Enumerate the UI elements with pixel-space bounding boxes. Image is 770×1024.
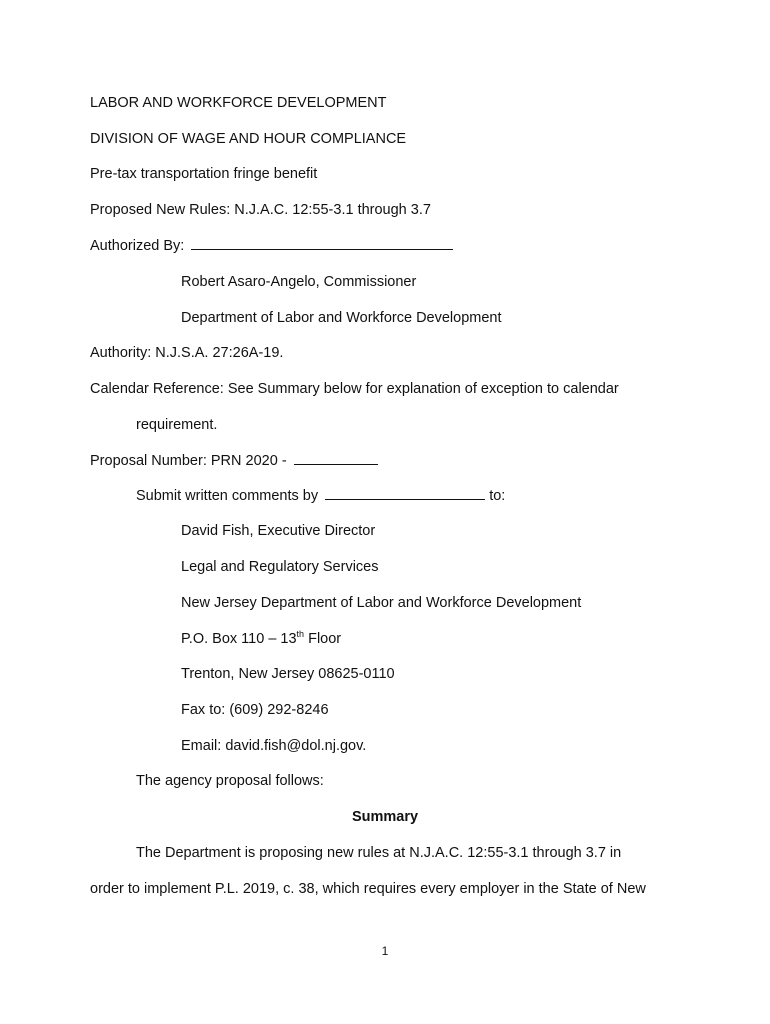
contact-name: David Fish, Executive Director [181, 523, 376, 539]
authorized-by-line [90, 237, 453, 255]
page-number: 1 [381, 944, 389, 958]
po-box-ordinal: th [296, 629, 305, 640]
agency-heading: LABOR AND WORKFORCE DEVELOPMENT [90, 95, 387, 111]
signature-blank [191, 237, 453, 250]
contact-department: New Jersey Department of Labor and Workforce Development [181, 595, 582, 611]
authorized-by-label: Authorized By: [90, 238, 185, 254]
authority-line: Authority: N.J.S.A. 27:26A-19. [90, 345, 284, 361]
po-box-floor: Floor [304, 631, 342, 647]
contact-office: Legal and Regulatory Services [181, 559, 379, 575]
contact-fax: Fax to: (609) 292-8246 [181, 702, 329, 718]
contact-city: Trenton, New Jersey 08625-0110 [181, 666, 395, 682]
proposal-number-label: Proposal Number: PRN 2020 - [90, 453, 287, 469]
proposed-rules-line: Proposed New Rules: N.J.A.C. 12:55-3.1 through 3.7 [90, 202, 431, 218]
submit-comments-suffix: to: [489, 488, 506, 504]
summary-paragraph-line-1: The Department is proposing new rules at N.J.A.C. 12:55-3.1 through 3.7 in [136, 845, 622, 861]
proposal-number-blank [294, 452, 378, 465]
summary-heading: Summary [351, 809, 419, 825]
commissioner-department: Department of Labor and Workforce Development [181, 310, 502, 326]
submit-comments-prefix: Submit written comments by [136, 488, 319, 504]
calendar-reference-line: Calendar Reference: See Summary below for explanation of exception to calendar [90, 381, 619, 397]
contact-po-box [181, 630, 341, 648]
subject-line: Pre-tax transportation fringe benefit [90, 166, 318, 182]
comments-date-blank [325, 487, 485, 500]
commissioner-name: Robert Asaro-Angelo, Commissioner [181, 274, 417, 290]
contact-email: Email: david.fish@dol.nj.gov. [181, 738, 367, 754]
calendar-reference-continuation: requirement. [136, 417, 218, 433]
submit-comments-line [136, 487, 505, 505]
summary-paragraph-line-2: order to implement P.L. 2019, c. 38, which requires every employer in the State of New [90, 881, 646, 897]
division-heading: DIVISION OF WAGE AND HOUR COMPLIANCE [90, 131, 407, 147]
proposal-number-line [90, 452, 378, 470]
po-box-text: P.O. Box 110 – 13 [181, 631, 297, 647]
proposal-follows-line: The agency proposal follows: [136, 773, 324, 789]
